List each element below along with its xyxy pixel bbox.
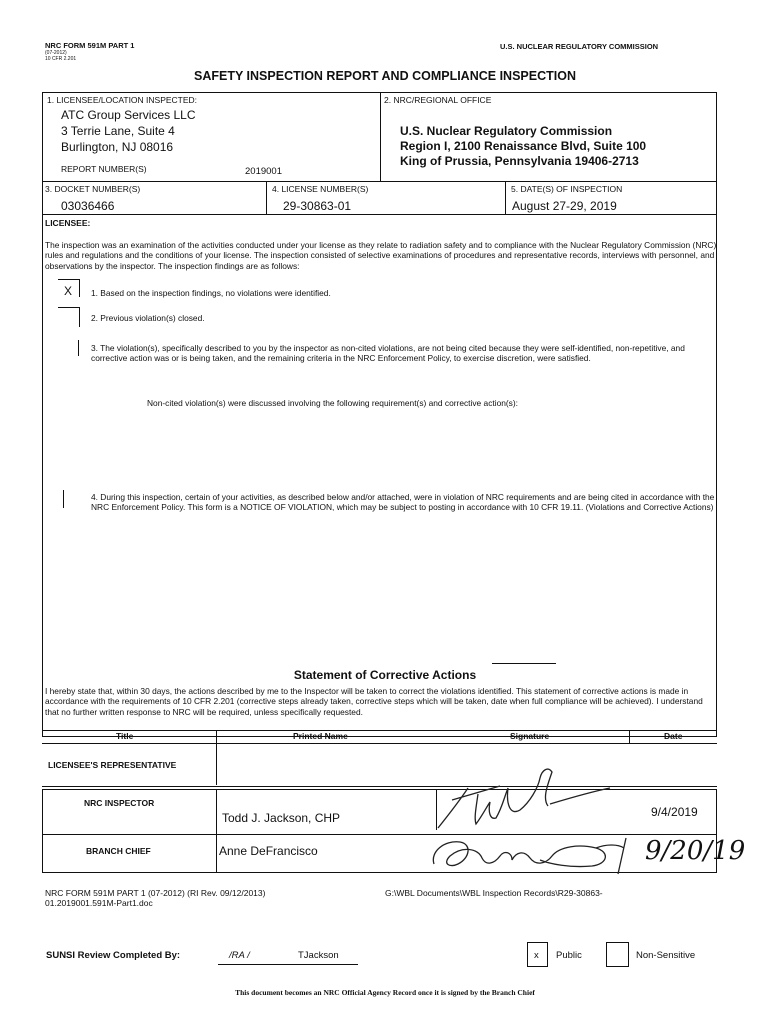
item2-checkbox[interactable] — [58, 307, 80, 327]
sunsi-ra: /RA / — [229, 950, 250, 961]
item1-check-mark: X — [64, 284, 73, 298]
branch-chief-date: 9/20/19 — [645, 836, 746, 866]
branch-chief-signature — [420, 834, 640, 876]
inspector-title: NRC INSPECTOR — [84, 798, 155, 808]
intro-paragraph: The inspection was an examination of the activities conducted under your license as they relate to radiation safety and to compliance with the Nuclear Regulatory Commission (NRC) rules and regulations and the conditions of your license. The inspection consisted of selective examinations of procedures and representative records, interviews with personnel, and observations by the inspector. The inspection findings are as follows: — [45, 240, 717, 271]
inspector-signature — [430, 758, 630, 834]
finding-item3: 3. The violation(s), specifically described to you by the inspector as non-cited violations, are not being cited because they were self-identified, non-repetitive, and corrective action was or is being taken, and the remaining criteria in the NRC Enforcement Policy, to exercise discretion, were satisfied. — [91, 343, 685, 364]
licensee-rep-title: LICENSEE'S REPRESENTATIVE — [48, 760, 177, 770]
licensee-section-label: LICENSEE: — [45, 218, 91, 228]
corrective-actions-text: I hereby state that, within 30 days, the actions described by me to the Inspector will be taken to correct the violations identified. This statement of corrective actions is made in accordance with the requirements of 10 CFR 2.201 (corrective steps already taken, corrective steps which will be taken, date when full compliance will be achieved). I understand that no further written response to NRC will be required, unless specifically requested. — [45, 686, 703, 717]
report-number: 2019001 — [245, 166, 282, 177]
public-label: Public — [556, 950, 582, 961]
branch-chief-title: BRANCH CHIEF — [86, 846, 151, 856]
docket-label: 3. DOCKET NUMBER(S) — [45, 184, 141, 194]
item4-checkbox[interactable] — [63, 490, 64, 508]
licensee-name: ATC Group Services LLC — [61, 108, 196, 122]
license-label: 4. LICENSE NUMBER(S) — [272, 184, 369, 194]
regional-office-line2: Region I, 2100 Renaissance Blvd, Suite 100 — [400, 139, 647, 153]
sunsi-label: SUNSI Review Completed By: — [46, 950, 181, 961]
non-cited-line: Non-cited violation(s) were discussed involving the following requirement(s) and corrective action(s): — [147, 398, 518, 408]
footer-path: G:\WBL Documents\WBL Inspection Records\R29-30863- — [385, 888, 603, 898]
regional-office-line1: U.S. Nuclear Regulatory Commission — [400, 124, 613, 138]
col-name-header: Printed Name — [293, 731, 348, 741]
licensee-address2: Burlington, NJ 08016 — [61, 140, 174, 154]
docket-number: 03036466 — [61, 199, 115, 213]
licensee-label: 1. LICENSEE/LOCATION INSPECTED: — [47, 95, 198, 105]
col-signature-header: Signature — [510, 731, 550, 741]
footer-form-rev: NRC FORM 591M PART 1 (07-2012) (RI Rev. 09/12/2013) — [45, 888, 266, 898]
corrective-actions-title: Statement of Corrective Actions — [293, 668, 477, 682]
form-date: (07-2012) — [45, 50, 67, 56]
inspector-date: 9/4/2019 — [651, 805, 698, 819]
finding-item1: 1. Based on the inspection findings, no violations were identified. — [91, 288, 331, 298]
branch-chief-name: Anne DeFrancisco — [219, 844, 318, 858]
dates-label: 5. DATE(S) OF INSPECTION — [511, 184, 623, 194]
sunsi-name[interactable]: TJackson — [298, 950, 339, 961]
col-date-header: Date — [664, 731, 683, 741]
inspector-name: Todd J. Jackson, CHP — [222, 811, 341, 825]
finding-item2: 2. Previous violation(s) closed. — [91, 313, 205, 323]
report-number-label: REPORT NUMBER(S) — [61, 164, 147, 174]
non-sensitive-label: Non-Sensitive — [636, 950, 696, 961]
regional-office-label: 2. NRC/REGIONAL OFFICE — [384, 95, 492, 105]
regional-office-line3: King of Prussia, Pennsylvania 19406-2713 — [400, 154, 639, 168]
form-title: SAFETY INSPECTION REPORT AND COMPLIANCE INSPECTION — [194, 69, 576, 83]
form-id: NRC FORM 591M PART 1 — [45, 41, 135, 50]
public-check-mark: x — [534, 950, 539, 961]
col-title-header: Title — [116, 731, 134, 741]
form-cfr: 10 CFR 2.201 — [45, 56, 77, 62]
agency-name: U.S. NUCLEAR REGULATORY COMMISSION — [500, 42, 659, 51]
licensee-address1: 3 Terrie Lane, Suite 4 — [61, 124, 175, 138]
license-number: 29-30863-01 — [283, 199, 352, 213]
item3-checkbox[interactable] — [78, 340, 79, 356]
footer-form-file: 01.2019001.591M-Part1.doc — [45, 898, 153, 908]
finding-item4: 4. During this inspection, certain of your activities, as described below and/or attached, were in violation of NRC requirements and are being cited in accordance with the NRC Enforcement Policy. This form is a NOTICE OF VIOLATION, which may be subject to posting in accordance with 10 CFR 19.11. (Violations and Corrective Actions) — [91, 492, 715, 513]
record-note: This document becomes an NRC Official Agency Record once it is signed by the Branch Chief — [235, 988, 535, 997]
non-sensitive-checkbox[interactable] — [606, 942, 629, 967]
inspection-dates: August 27-29, 2019 — [512, 199, 617, 213]
